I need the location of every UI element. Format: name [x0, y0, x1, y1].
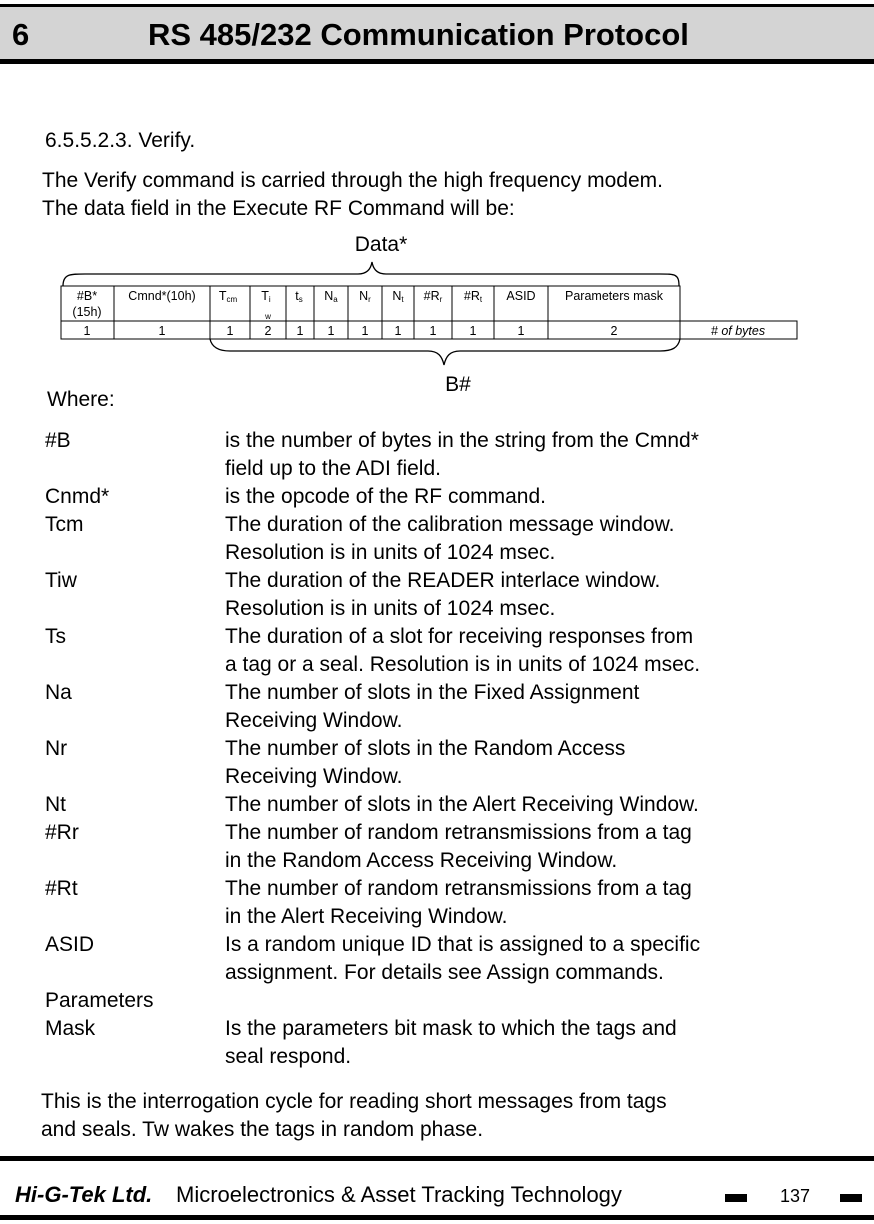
def-desc: is the number of bytes in the string from the Cmnd* field up to the ADI field. — [225, 429, 699, 480]
def-term: Tiw — [45, 569, 77, 592]
def-term: Nr — [45, 737, 68, 760]
footer-marker-left — [725, 1194, 747, 1202]
cell-b: #B* — [76, 289, 98, 303]
page-header — [0, 4, 874, 64]
def-desc: The duration of a slot for receiving responses from a tag or a seal. Resolution is in units of 1024 msec. — [225, 625, 701, 676]
definitions-list — [45, 427, 835, 1071]
definition-item — [45, 1015, 835, 1071]
section-heading: 6.5.5.2.3. Verify. — [45, 129, 196, 152]
definition-item — [45, 791, 835, 819]
def-term: Ts — [45, 625, 66, 648]
outro-line: This is the interrogation cycle for reading short messages from tags — [41, 1090, 667, 1113]
def-desc: The number of slots in the Random Access Receiving Window. — [225, 737, 626, 788]
cell-cmnd: Cmnd*(10h) — [128, 289, 196, 303]
def-desc: The duration of the READER interlace window. Resolution is in units of 1024 msec. — [225, 569, 661, 620]
intro-text — [42, 167, 663, 223]
cell-b-sub: (15h) — [72, 305, 102, 319]
page-number: 137 — [780, 1186, 811, 1206]
def-desc: Is the parameters bit mask to which the tags and seal respond. — [225, 1017, 677, 1068]
def-term: Tcm — [45, 513, 84, 536]
outro-line: and seals. Tw wakes the tags in random phase. — [41, 1118, 484, 1141]
def-term: Mask — [45, 1017, 96, 1040]
chapter-number: 6 — [12, 17, 30, 52]
def-term: #Rr — [45, 821, 79, 844]
bytes-rr: 1 — [429, 324, 437, 338]
def-desc: is the opcode of the RF command. — [225, 485, 546, 508]
cell-rr: #Rr — [423, 289, 443, 304]
definition-item — [45, 931, 835, 987]
definition-item — [45, 987, 835, 1015]
definition-item — [45, 735, 835, 791]
bytes-rt: 1 — [469, 324, 477, 338]
b-brace — [210, 339, 680, 365]
company-tagline: Microelectronics & Asset Tracking Technology — [176, 1182, 622, 1207]
bytes-tiw: 2 — [264, 324, 272, 338]
footer-marker-right — [840, 1194, 862, 1202]
cell-tcm: Tcm — [218, 289, 238, 304]
b-label: B# — [445, 373, 471, 396]
bytes-b: 1 — [83, 324, 91, 338]
cell-nr: Nr — [359, 289, 371, 304]
bytes-asid: 1 — [517, 324, 525, 338]
definition-item — [45, 679, 835, 735]
cell-rt: #Rt — [463, 289, 483, 304]
definition-item — [45, 511, 835, 567]
data-label: Data* — [354, 233, 408, 256]
definition-item — [45, 427, 835, 483]
def-term: ASID — [45, 933, 95, 956]
intro-line: The Verify command is carried through the high frequency modem. — [42, 169, 663, 192]
def-desc: Is a random unique ID that is assigned to a specific assignment. For details see Assign commands. — [225, 933, 701, 984]
bytes-cmnd: 1 — [158, 324, 166, 338]
def-term: Nt — [45, 793, 66, 816]
chapter-title: RS 485/232 Communication Protocol — [148, 17, 689, 52]
def-desc: The number of slots in the Alert Receiving Window. — [225, 793, 699, 816]
def-term: Parameters — [45, 989, 154, 1012]
cell-nt: Nt — [392, 289, 404, 304]
cell-tiw-sub: w — [265, 312, 271, 321]
data-field-diagram — [0, 228, 874, 398]
where-label: Where: — [47, 388, 115, 411]
bytes-na: 1 — [327, 324, 335, 338]
page-footer — [0, 1156, 874, 1220]
bytes-nr: 1 — [361, 324, 369, 338]
company-name: Hi-G-Tek Ltd. — [15, 1182, 153, 1207]
def-desc: The number of random retransmissions from a tag in the Alert Receiving Window. — [225, 877, 692, 928]
def-desc: The number of random retransmissions from a tag in the Random Access Receiving Window. — [225, 821, 692, 872]
cell-params: Parameters mask — [565, 289, 663, 303]
def-desc — [225, 987, 835, 1015]
bytes-params: 2 — [610, 324, 618, 338]
def-term: Na — [45, 681, 72, 704]
bytes-nt: 1 — [394, 324, 402, 338]
definition-item — [45, 483, 835, 511]
data-brace — [63, 262, 679, 286]
definition-item — [45, 567, 835, 623]
cell-ts: ts — [295, 289, 303, 304]
def-desc: The duration of the calibration message window. Resolution is in units of 1024 msec. — [225, 513, 675, 564]
definition-item — [45, 875, 835, 931]
cell-asid: ASID — [506, 289, 536, 303]
def-term: #B — [45, 429, 71, 452]
intro-line: The data field in the Execute RF Command will be: — [42, 197, 515, 220]
def-term: #Rt — [45, 877, 78, 900]
definition-item — [45, 623, 835, 679]
definition-item — [45, 819, 835, 875]
def-desc: The number of slots in the Fixed Assignment Receiving Window. — [225, 681, 640, 732]
outro-text — [41, 1088, 667, 1144]
bytes-legend: # of bytes — [710, 324, 766, 338]
cell-tiw: Ti — [261, 289, 271, 304]
bytes-ts: 1 — [296, 324, 304, 338]
cell-na: Na — [324, 289, 338, 304]
bytes-tcm: 1 — [226, 324, 234, 338]
def-term: Cnmd* — [45, 485, 110, 508]
